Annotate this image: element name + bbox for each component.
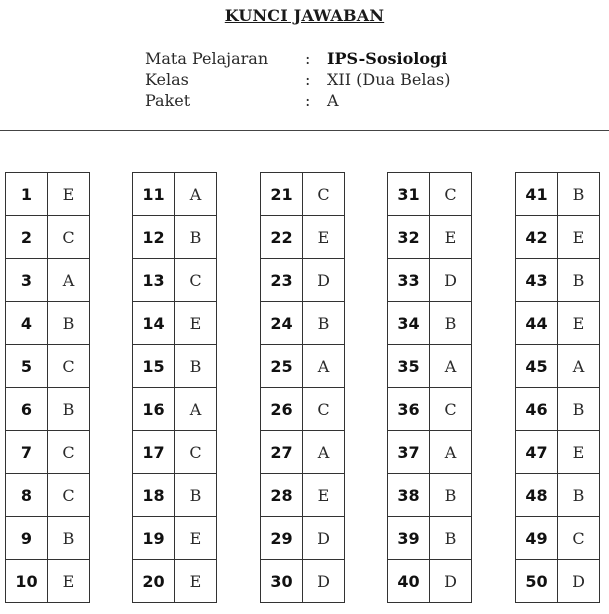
meta-label: Mata Pelajaran <box>145 49 269 68</box>
answer-row <box>516 474 600 517</box>
answer-row <box>6 560 90 603</box>
question-number: 35 <box>388 345 430 388</box>
answer-row <box>133 259 217 302</box>
answer-table <box>260 172 345 603</box>
answer-row <box>6 474 90 517</box>
answer-letter: B <box>558 474 600 517</box>
answer-letter: C <box>48 431 90 474</box>
answer-row <box>6 345 90 388</box>
meta-value-package: A <box>327 91 339 110</box>
answer-row <box>6 173 90 216</box>
answer-letter: E <box>303 216 345 259</box>
answer-letter: B <box>430 302 472 345</box>
answer-row <box>388 560 472 603</box>
question-number: 43 <box>516 259 558 302</box>
question-number: 4 <box>6 302 48 345</box>
document-title: KUNCI JAWABAN <box>224 6 385 25</box>
answer-letter: C <box>48 474 90 517</box>
question-number: 40 <box>388 560 430 603</box>
answer-letter: B <box>430 474 472 517</box>
answer-letter: E <box>175 517 217 560</box>
meta-value-subject: IPS-Sosiologi <box>327 49 448 68</box>
answer-letter: C <box>430 388 472 431</box>
meta-row-subject <box>145 48 450 69</box>
answer-row <box>133 216 217 259</box>
answer-row <box>388 474 472 517</box>
question-number: 25 <box>261 345 303 388</box>
question-number: 44 <box>516 302 558 345</box>
answer-row <box>516 216 600 259</box>
answer-row <box>261 173 345 216</box>
question-number: 7 <box>6 431 48 474</box>
question-number: 41 <box>516 173 558 216</box>
answer-letter: C <box>303 388 345 431</box>
answer-row <box>516 345 600 388</box>
meta-row-package <box>145 90 450 111</box>
question-number: 27 <box>261 431 303 474</box>
answer-row <box>261 302 345 345</box>
answer-row <box>388 259 472 302</box>
answer-row <box>6 431 90 474</box>
answer-letter: A <box>175 173 217 216</box>
answer-row <box>133 302 217 345</box>
question-number: 3 <box>6 259 48 302</box>
answer-letter: A <box>430 431 472 474</box>
question-number: 15 <box>133 345 175 388</box>
answer-letter: C <box>48 345 90 388</box>
answer-letter: E <box>48 560 90 603</box>
answer-row <box>133 517 217 560</box>
answer-letter: B <box>48 517 90 560</box>
answer-letter: B <box>558 173 600 216</box>
answer-row <box>133 474 217 517</box>
answer-row <box>133 388 217 431</box>
answer-letter: D <box>303 560 345 603</box>
answer-row <box>261 560 345 603</box>
answer-letter: A <box>48 259 90 302</box>
question-number: 18 <box>133 474 175 517</box>
answer-row <box>388 173 472 216</box>
answer-row <box>516 431 600 474</box>
meta-row-class <box>145 69 450 90</box>
answer-row <box>516 302 600 345</box>
answer-row <box>133 431 217 474</box>
answer-letter: E <box>430 216 472 259</box>
answer-table <box>515 172 600 603</box>
answer-letter: B <box>558 388 600 431</box>
answer-letter: B <box>48 388 90 431</box>
answer-row <box>388 302 472 345</box>
answer-row <box>388 388 472 431</box>
answer-row <box>6 259 90 302</box>
answer-row <box>261 259 345 302</box>
answer-letter: C <box>303 173 345 216</box>
question-number: 2 <box>6 216 48 259</box>
answer-letter: E <box>558 216 600 259</box>
meta-colon: : <box>305 70 311 89</box>
meta-value-class: XII (Dua Belas) <box>327 70 451 89</box>
answer-row <box>261 474 345 517</box>
answer-row <box>516 560 600 603</box>
question-number: 28 <box>261 474 303 517</box>
answer-letter: A <box>303 345 345 388</box>
answer-letter: E <box>175 560 217 603</box>
question-number: 22 <box>261 216 303 259</box>
answer-row <box>516 517 600 560</box>
question-number: 38 <box>388 474 430 517</box>
answer-letter: B <box>48 302 90 345</box>
answer-letter: A <box>303 431 345 474</box>
answer-letter: B <box>430 517 472 560</box>
answer-letter: E <box>558 431 600 474</box>
answer-letter: A <box>558 345 600 388</box>
meta-label: Paket <box>145 91 191 110</box>
question-number: 16 <box>133 388 175 431</box>
question-number: 10 <box>6 560 48 603</box>
answer-letter: C <box>175 431 217 474</box>
answer-letter: E <box>303 474 345 517</box>
answer-letter: B <box>175 216 217 259</box>
answer-letter: E <box>175 302 217 345</box>
answer-row <box>388 345 472 388</box>
meta-colon: : <box>305 91 311 110</box>
question-number: 21 <box>261 173 303 216</box>
answer-row <box>388 517 472 560</box>
question-number: 1 <box>6 173 48 216</box>
question-number: 39 <box>388 517 430 560</box>
question-number: 49 <box>516 517 558 560</box>
answer-letter: B <box>175 345 217 388</box>
question-number: 23 <box>261 259 303 302</box>
answer-row <box>516 173 600 216</box>
answer-row <box>261 431 345 474</box>
answer-letter: B <box>175 474 217 517</box>
answer-row <box>261 517 345 560</box>
answer-row <box>516 259 600 302</box>
answer-letter: B <box>303 302 345 345</box>
answer-row <box>6 517 90 560</box>
answer-letter: C <box>175 259 217 302</box>
question-number: 26 <box>261 388 303 431</box>
answer-table <box>5 172 90 603</box>
question-number: 30 <box>261 560 303 603</box>
question-number: 8 <box>6 474 48 517</box>
answer-letter: C <box>558 517 600 560</box>
question-number: 46 <box>516 388 558 431</box>
answer-row <box>6 216 90 259</box>
question-number: 47 <box>516 431 558 474</box>
question-number: 20 <box>133 560 175 603</box>
answer-table <box>132 172 217 603</box>
question-number: 36 <box>388 388 430 431</box>
answer-row <box>388 216 472 259</box>
subject-info <box>145 48 450 111</box>
answer-letter: D <box>303 517 345 560</box>
question-number: 5 <box>6 345 48 388</box>
answer-table <box>387 172 472 603</box>
answer-letter: D <box>558 560 600 603</box>
question-number: 11 <box>133 173 175 216</box>
question-number: 31 <box>388 173 430 216</box>
meta-colon: : <box>305 49 311 68</box>
question-number: 50 <box>516 560 558 603</box>
answer-letter: B <box>558 259 600 302</box>
question-number: 14 <box>133 302 175 345</box>
horizontal-divider <box>0 130 609 131</box>
answer-row <box>133 560 217 603</box>
answer-row <box>6 388 90 431</box>
answer-row <box>261 388 345 431</box>
answer-row <box>261 345 345 388</box>
question-number: 12 <box>133 216 175 259</box>
meta-label: Kelas <box>145 70 189 89</box>
answer-row <box>516 388 600 431</box>
answer-letter: C <box>48 216 90 259</box>
answer-letter: A <box>430 345 472 388</box>
question-number: 32 <box>388 216 430 259</box>
question-number: 17 <box>133 431 175 474</box>
answer-letter: D <box>303 259 345 302</box>
question-number: 24 <box>261 302 303 345</box>
question-number: 45 <box>516 345 558 388</box>
question-number: 6 <box>6 388 48 431</box>
answer-row <box>133 173 217 216</box>
answer-letter: C <box>430 173 472 216</box>
answer-letter: D <box>430 560 472 603</box>
question-number: 9 <box>6 517 48 560</box>
question-number: 13 <box>133 259 175 302</box>
answer-row <box>261 216 345 259</box>
answer-letter: E <box>558 302 600 345</box>
answer-row <box>388 431 472 474</box>
answer-letter: D <box>430 259 472 302</box>
question-number: 33 <box>388 259 430 302</box>
question-number: 48 <box>516 474 558 517</box>
question-number: 42 <box>516 216 558 259</box>
question-number: 34 <box>388 302 430 345</box>
question-number: 29 <box>261 517 303 560</box>
question-number: 19 <box>133 517 175 560</box>
answer-row <box>133 345 217 388</box>
answer-letter: A <box>175 388 217 431</box>
question-number: 37 <box>388 431 430 474</box>
answer-letter: E <box>48 173 90 216</box>
answer-row <box>6 302 90 345</box>
